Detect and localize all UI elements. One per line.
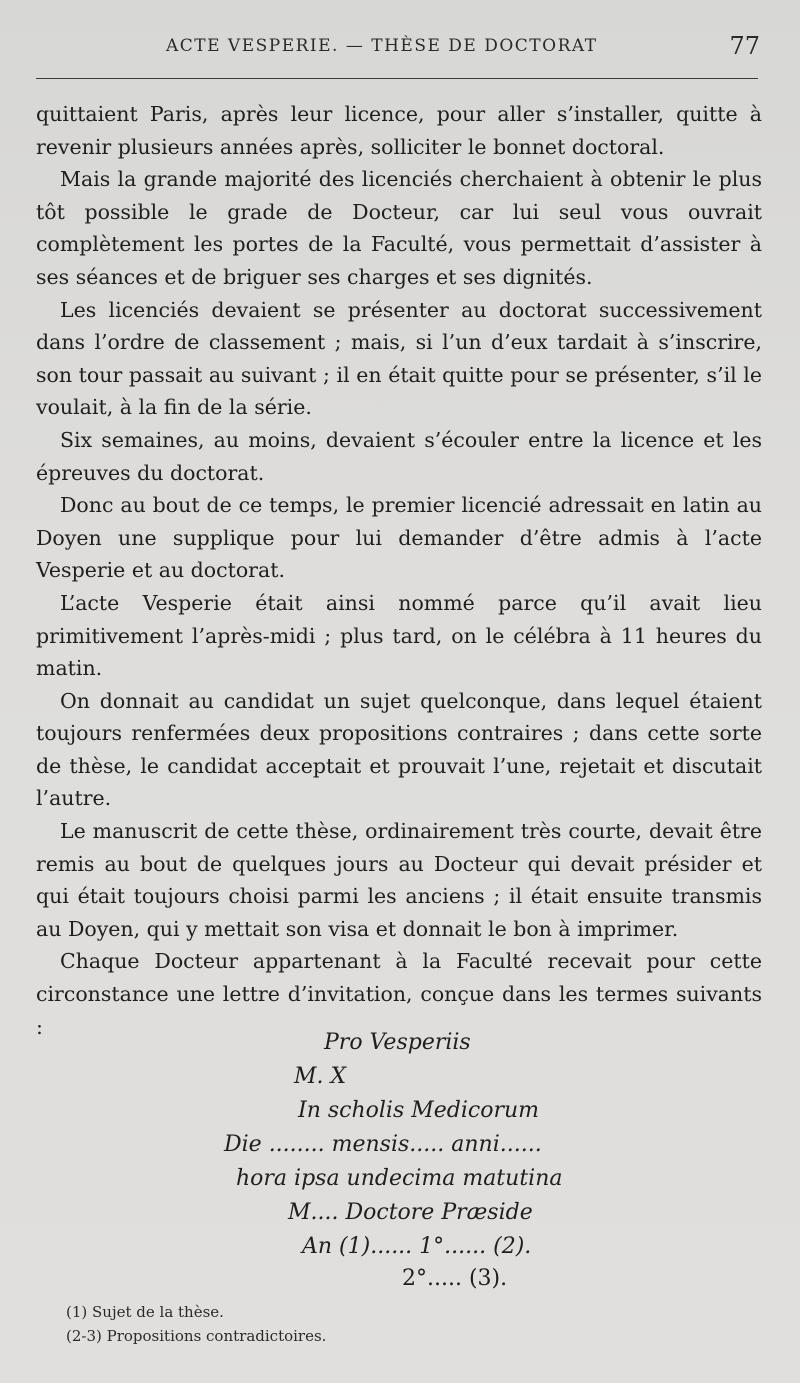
body-text: [36, 98, 762, 1043]
letter-line: In scholis Medicorum: [298, 1098, 540, 1123]
letter-line: Pro Vesperiis: [324, 1030, 471, 1055]
paragraph: L’acte Vesperie était ainsi nommé parce qu’il avait lieu primitivement l’après-midi ; plus tard, on le célébra à 11 heures du matin.: [36, 590, 762, 681]
footnotes: [66, 1300, 326, 1348]
letter-line: Die ........ mensis..... anni......: [224, 1132, 542, 1157]
paragraph: On donnait au candidat un sujet quelconque, dans lequel étaient toujours renfermées deux propositions contraires ; dans cette sorte de thèse, le candidat acceptait et prouvait l’une, rejetait et discutait l’autre.: [36, 688, 762, 811]
footnote: (2-3) Propositions contradictoires.: [66, 1327, 327, 1345]
letter-line: M.... Doctore Præside: [288, 1200, 533, 1225]
letter-line: An (1)...... 1°...... (2).: [302, 1234, 532, 1259]
paragraph: quittaient Paris, après leur licence, pour aller s’installer, quitte à revenir plusieurs années après, solliciter le bonnet doctoral.: [36, 102, 762, 159]
footnote: (1) Sujet de la thèse.: [66, 1303, 224, 1321]
paragraph: Mais la grande majorité des licenciés cherchaient à obtenir le plus tôt possible le grade de Docteur, car lui seul vous ouvrait complètement les portes de la Faculté, vous permettait d’assister à ses séances et de briguer ses charges et ses dignités.: [36, 167, 762, 289]
paragraph: Le manuscrit de cette thèse, ordinairement très courte, devait être remis au bout de quelques jours au Docteur qui devait présider et qui était toujours choisi parmi les anciens ; il était ensuite transmis au Doyen, qui y mettait son visa et donnait le bon à imprimer.: [36, 819, 762, 941]
page-header: [36, 32, 760, 62]
paragraph: Six semaines, au moins, devaient s’écouler entre la licence et les épreuves du doctorat.: [36, 427, 762, 485]
letter-line: M. X: [294, 1064, 347, 1089]
letter-line: 2°..... (3).: [402, 1266, 508, 1291]
letter-line: hora ipsa undecima matutina: [236, 1166, 563, 1191]
paragraph: Donc au bout de ce temps, le premier licencié adressait en latin au Doyen une supplique pour lui demander d’être admis à l’acte Vesperie et au doctorat.: [36, 493, 762, 583]
running-title: ACTE VESPERIE. — THÈSE DE DOCTORAT: [166, 36, 598, 56]
page-number: 77: [729, 32, 760, 60]
header-rule: [36, 78, 758, 79]
paragraph: Les licenciés devaient se présenter au doctorat successivement dans l’ordre de classement ; mais, si l’un d’eux tardait à s’inscrire, son tour passait au suivant ; il en était quitte pour se présenter, s’il le voulait, à la fin de la série.: [36, 297, 762, 420]
paragraph: Chaque Docteur appartenant à la Faculté recevait pour cette circonstance une lettre d’invitation, conçue dans les termes suivants :: [36, 949, 762, 1039]
